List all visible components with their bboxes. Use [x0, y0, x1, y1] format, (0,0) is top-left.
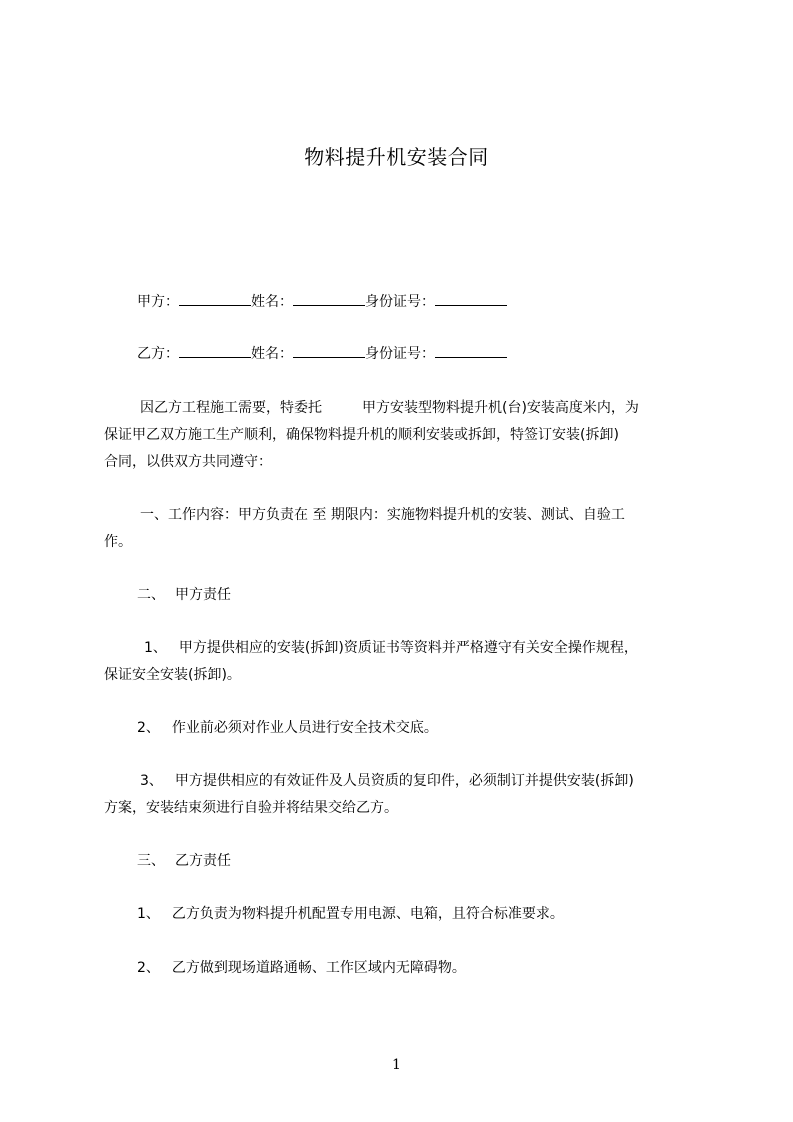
party-a-id-blank — [435, 291, 507, 306]
intro-line-1b: 甲方安装型物料提升机(台)安装高度米内，为 — [362, 400, 639, 416]
section2-item1-num: 1、 — [144, 640, 167, 656]
section3-heading-num: 三、 — [137, 853, 165, 869]
page-number: 1 — [392, 1057, 401, 1073]
section2-item1-line-1 — [144, 638, 638, 658]
party-b-row — [137, 343, 507, 364]
section2-item3-text-1: 甲方提供相应的有效证件及人员资质的复印件，必须制订并提供安装(拆卸) — [174, 773, 634, 789]
party-a-blank — [179, 291, 251, 306]
section2-heading-text: 甲方责任 — [175, 587, 231, 603]
section3-item1-text: 乙方负责为物料提升机配置专用电源、电箱，且符合标准要求。 — [171, 906, 564, 922]
party-a-label: 甲方： — [137, 294, 179, 310]
section2-item1-line-2: 保证安全安装(拆卸)。 — [104, 667, 241, 683]
intro-line-1 — [140, 398, 639, 418]
intro-line-2: 保证甲乙双方施工生产顺利，确保物料提升机的顺利安装或拆卸，特签订安装(拆卸) — [104, 427, 619, 443]
party-b-id-label: 身份证号： — [365, 346, 435, 362]
section2-item3-line-1 — [140, 771, 634, 791]
party-b-id-blank — [435, 343, 507, 358]
section3-item1 — [137, 904, 564, 924]
document-title: 物料提升机安装合同 — [304, 145, 489, 169]
party-a-id-label: 身份证号： — [365, 294, 435, 310]
intro-line-3: 合同，以供双方共同遵守： — [104, 454, 272, 470]
party-b-name-blank — [293, 343, 365, 358]
section1-line-2: 作。 — [104, 534, 132, 550]
party-a-name-label: 姓名： — [251, 294, 293, 310]
section2-item2-num: 2、 — [137, 720, 160, 736]
section2-item3-line-2: 方案，安装结束须进行自验并将结果交给乙方。 — [104, 800, 398, 816]
section2-item1-text-1: 甲方提供相应的安装(拆卸)资质证书等资料并严格遵守有关安全操作规程， — [178, 640, 638, 656]
section3-item2 — [137, 958, 466, 978]
section2-heading — [137, 585, 231, 605]
party-b-name-label: 姓名： — [251, 346, 293, 362]
section2-heading-num: 二、 — [137, 587, 165, 603]
section3-item2-num: 2、 — [137, 960, 160, 976]
party-b-blank — [179, 343, 251, 358]
party-b-label: 乙方： — [137, 346, 179, 362]
section1-line-1: 一、工作内容：甲方负责在 至 期限内：实施物料提升机的安装、测试、自验工 — [140, 507, 625, 523]
section3-heading — [137, 851, 231, 871]
section2-item2-text: 作业前必须对作业人员进行安全技术交底。 — [171, 720, 438, 736]
section3-item1-num: 1、 — [137, 906, 160, 922]
section3-item2-text: 乙方做到现场道路通畅、工作区域内无障碍物。 — [171, 960, 466, 976]
section3-heading-text: 乙方责任 — [175, 853, 231, 869]
party-a-row — [137, 291, 507, 312]
section2-item2 — [137, 718, 438, 738]
section2-item3-num: 3、 — [140, 773, 163, 789]
party-a-name-blank — [293, 291, 365, 306]
intro-line-1a: 因乙方工程施工需要，特委托 — [140, 400, 322, 416]
